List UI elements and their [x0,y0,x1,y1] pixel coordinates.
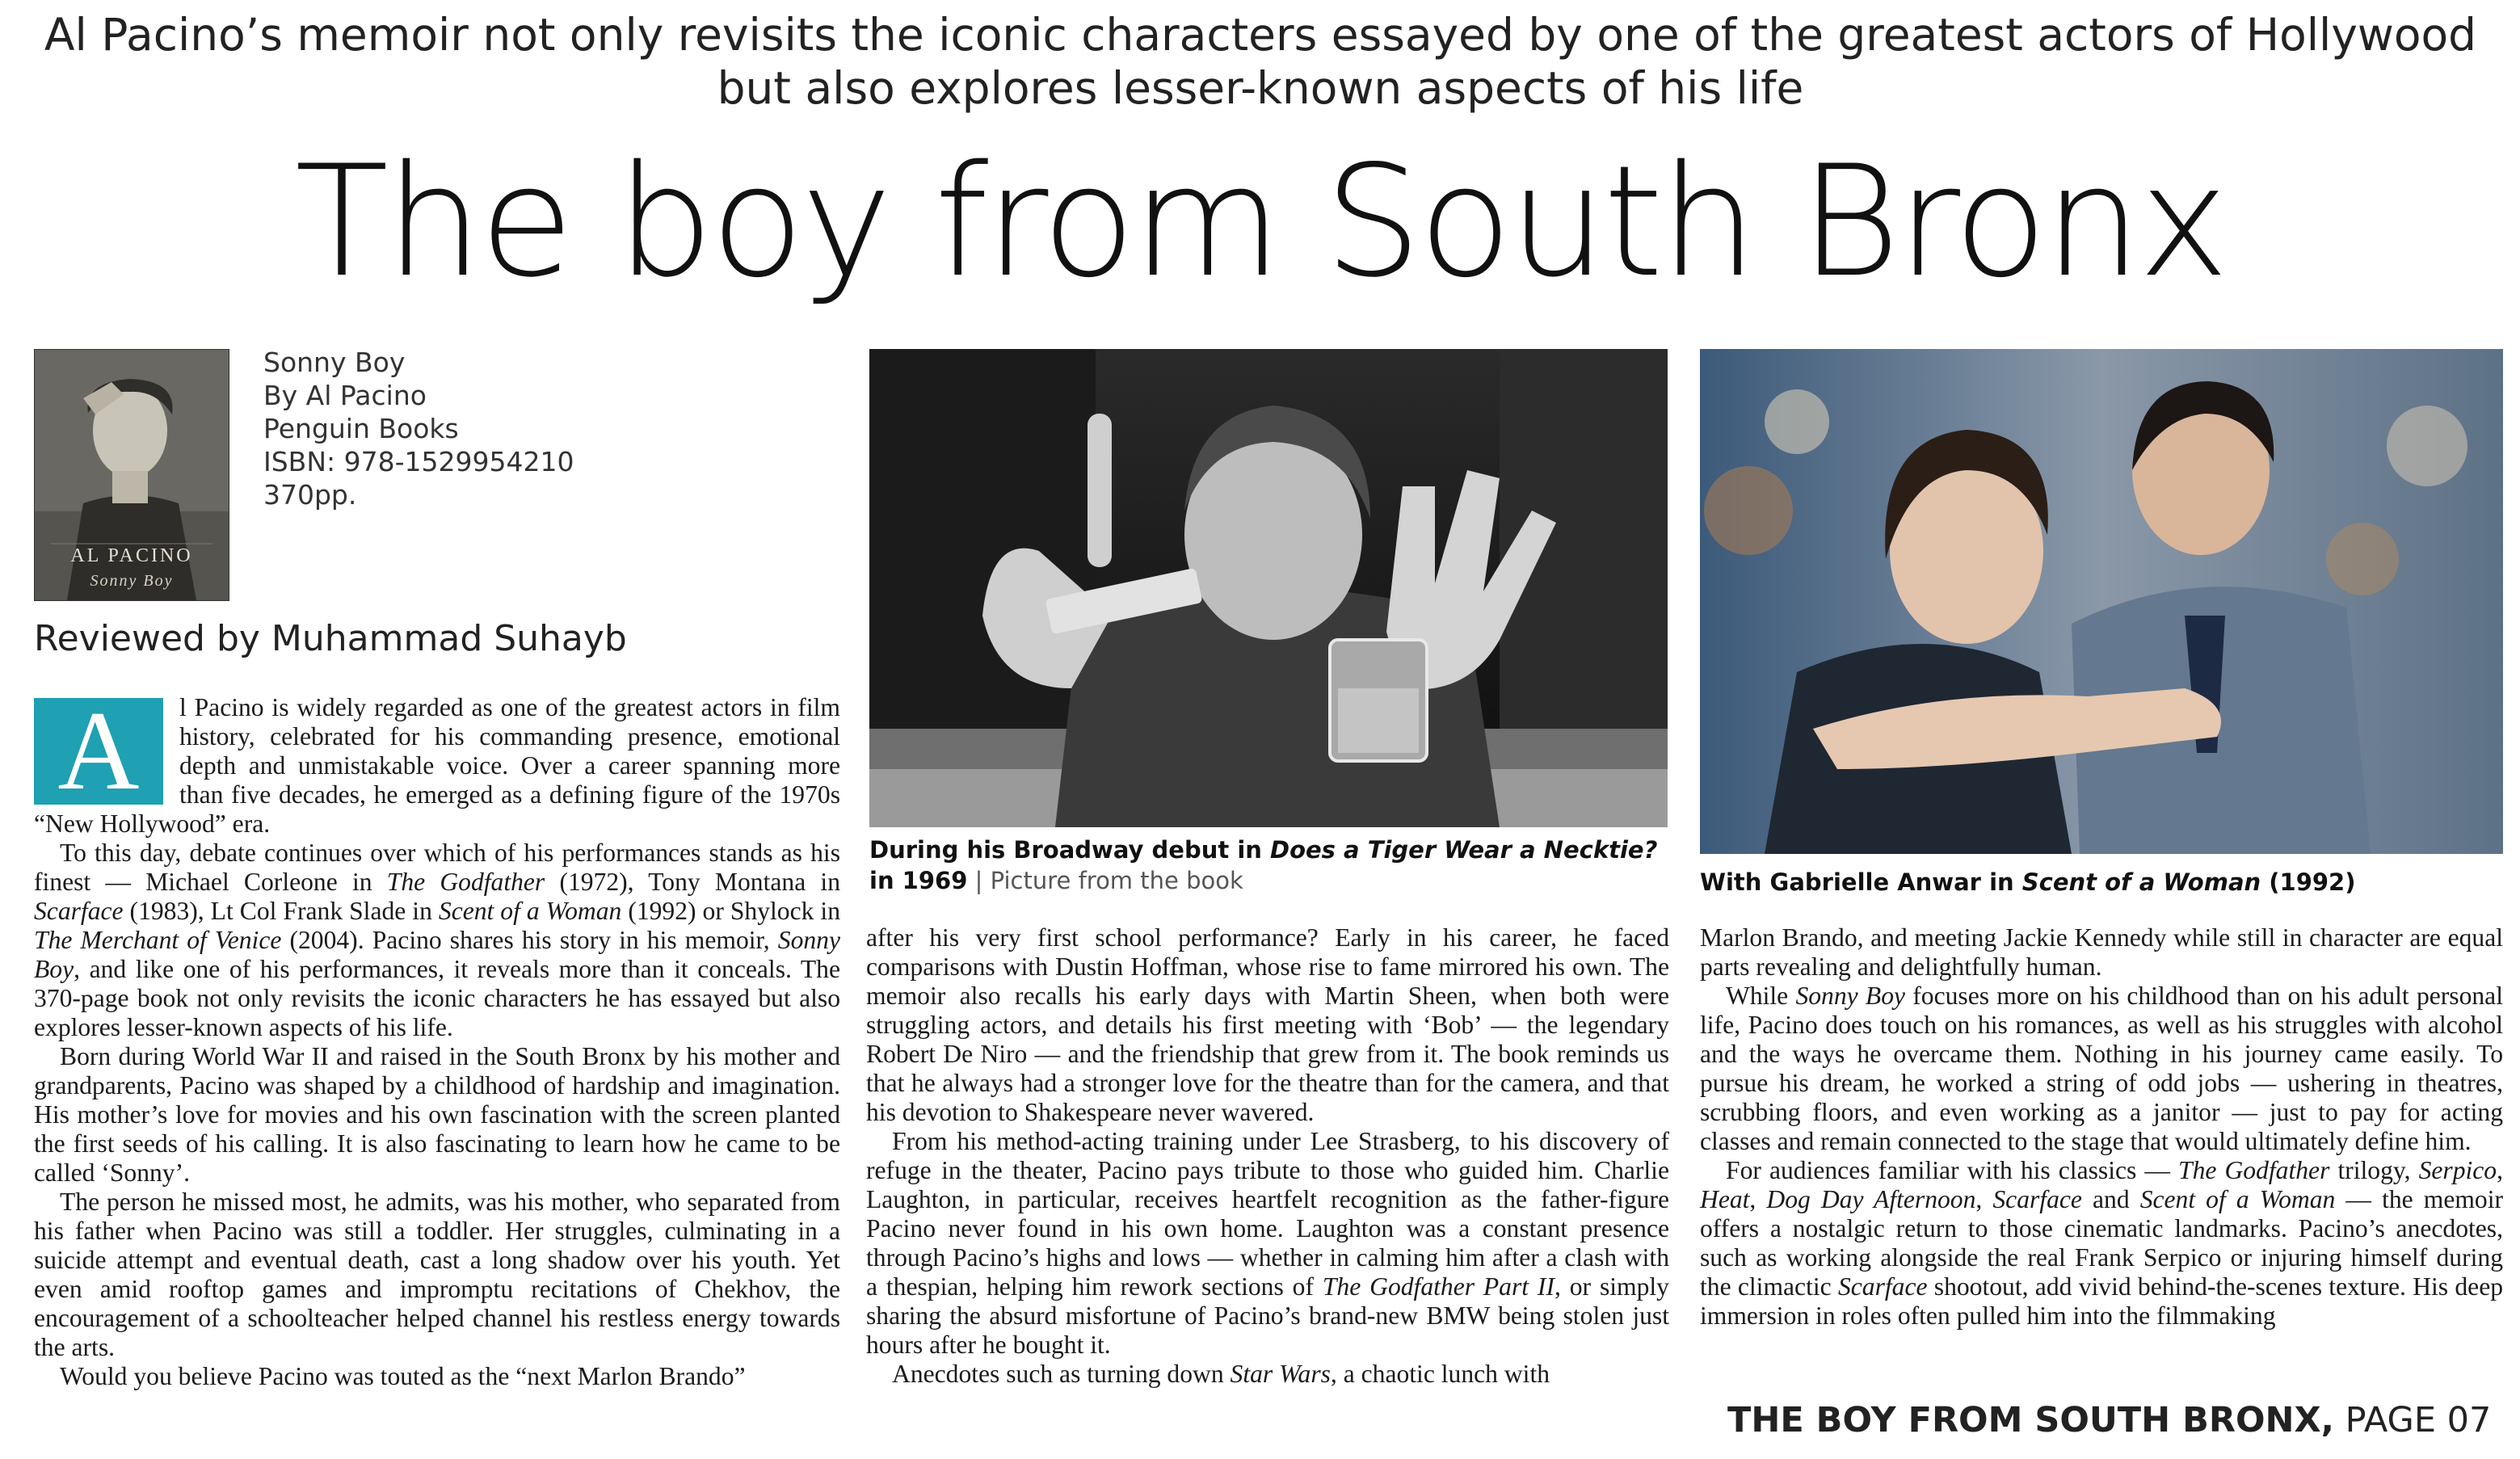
paragraph: To this day, debate continues over which of his performances stands as his finest — Michael Corleone in The Godfather (1972), Tony Montana in Scarface (1983), Lt Col Frank Slade in Scent of a Woman (1992) or Shylock in The Merchant of Venice (2004). Pacino shares his story in his memoir, Sonny Boy, and like one of his performances, it reveals more than it conceals. The 370-page book not only revisits the iconic characters he has essayed but also explores lesser-known aspects of his life. [34,839,840,1041]
scent-of-a-woman-photo [1700,349,2503,854]
paragraph: For audiences familiar with his classics — The Godfather trilogy, Serpico, Heat, Dog Day Afternoon, Scarface and Scent of a Woman — the memoir offers a nostalgic return to those cinematic landmarks. Pacino’s anecdotes, such as working alongside the real Frank Serpico or injuring himself during the climactic Scarface shootout, add vivid behind-the-scenes texture. His deep immersion in roles often pulled him into the filmmaking [1700,1156,2504,1330]
paragraph: Anecdotes such as turning down Star Wars, a chaotic lunch with [892,1360,1550,1388]
paragraph: The person he missed most, he admits, was his mother, who separated from his father when Pacino was still a toddler. Her struggles, culminating in a suicide attempt and eventual death, cast a long shadow over his youth. Yet even amid rooftop games and impromptu recitations of Chekhov, the encouragement of a schoolteacher helped channel his restless energy towards the arts. [34,1188,840,1361]
continuation-page: PAGE 07 [2334,1400,2492,1440]
continuation-note [1727,1400,2491,1440]
broadway-debut-photo [869,349,1668,827]
article-column-3 [1700,923,2503,1331]
book-isbn: ISBN: 978-1529954210 [263,446,574,477]
book-author: By Al Pacino [263,380,427,411]
cover-title-text: Sonny Boy [90,572,174,590]
photo-caption-broadway: During his Broadway debut in Does a Tiger Wear a Necktie? in 1969 | Picture from the book [869,836,1658,894]
kicker-subheading: Al Pacino’s memoir not only revisits the iconic characters essayed by one of the greatest actors of Hollywood but also explores lesser-known aspects of his life [44,9,2477,114]
drop-cap: A [34,698,163,805]
book-details [263,346,574,511]
page-title: The boy from South Bronx [294,132,2227,311]
photo-credit: Picture from the book [990,867,1243,894]
book-publisher: Penguin Books [263,413,459,444]
paragraph: Born during World War II and raised in the South Bronx by his mother and grandparents, Pacino was shaped by a childhood of hardship and imagination. His mother’s love for movies and his own fascination with the screen planted the first seeds of his calling. It is also fascinating to learn how he came to be called ‘Sonny’. [34,1042,840,1187]
paragraph: Marlon Brando, and meeting Jackie Kennedy while still in character are equal parts revealing and delightfully human. [1700,923,2503,981]
cover-portrait-illustration [35,350,229,600]
paragraph: after his very first school performance? Early in his career, he faced comparisons with Dustin Hoffman, whose rise to fame mirrored his own. The memoir also recalls his early days with Martin Sheen, when both were struggling actors, and details his first meeting with ‘Bob’ — the legendary Robert De Niro — and the friendship that grew from it. The book reminds us that he always had a stronger love for the theatre than for the camera, and that his devotion to Shakespeare never wavered. [866,923,1669,1126]
continuation-title: THE BOY FROM SOUTH BRONX, [1727,1400,2335,1440]
paragraph-intro: A l Pacino is widely regarded as one of the greatest actors in film history, celebrated for his commanding presence, emotional depth and unmistakable voice. Over a career spanning more than five decades, he emerged as a defining figure of the 1970s “New Hollywood” era. [34,688,840,838]
paragraph: While Sonny Boy focuses more on his childhood than on his adult personal life, Pacino does touch on his romances, as well as his struggles with alcohol and the ways he overcame them. Nothing in his journey came easily. To pursue his dream, he worked a string of odd jobs — ushering in theatres, scrubbing floors, and even working as a janitor — just to pay for acting classes and remain connected to the stage that would ultimately define him. [1700,982,2503,1155]
paragraph: From his method-acting training under Lee Strasberg, to his discovery of refuge in the theater, Pacino pays tribute to those who guided him. Charlie Laughton, in particular, receives heartfelt recognition as the father-figure Pacino never found in his own home. Laughton was a constant presence through Pacino’s highs and lows — whether in calming him after a clash with a thespian, helping him rework sections of The Godfather Part II, or simply sharing the absurd misfortune of Pacino’s brand-new BMW being stolen just hours after he bought it. [866,1127,1669,1359]
dance-photo-illustration [1700,349,2503,854]
book-title: Sonny Boy [263,347,406,378]
broadway-photo-illustration [869,349,1668,827]
article-column-2 [866,923,1669,1389]
cover-author-text: AL PACINO [70,545,193,566]
article-column-1 [34,688,840,1391]
book-pages: 370pp. [263,479,357,511]
reviewer-byline: Reviewed by Muhammad Suhayb [34,618,627,659]
book-cover-image [34,349,229,601]
paragraph: Would you believe Pacino was touted as the “next Marlon Brando” [60,1362,746,1390]
photo-caption-scent: With Gabrielle Anwar in Scent of a Woman (1992) [1700,868,2356,896]
